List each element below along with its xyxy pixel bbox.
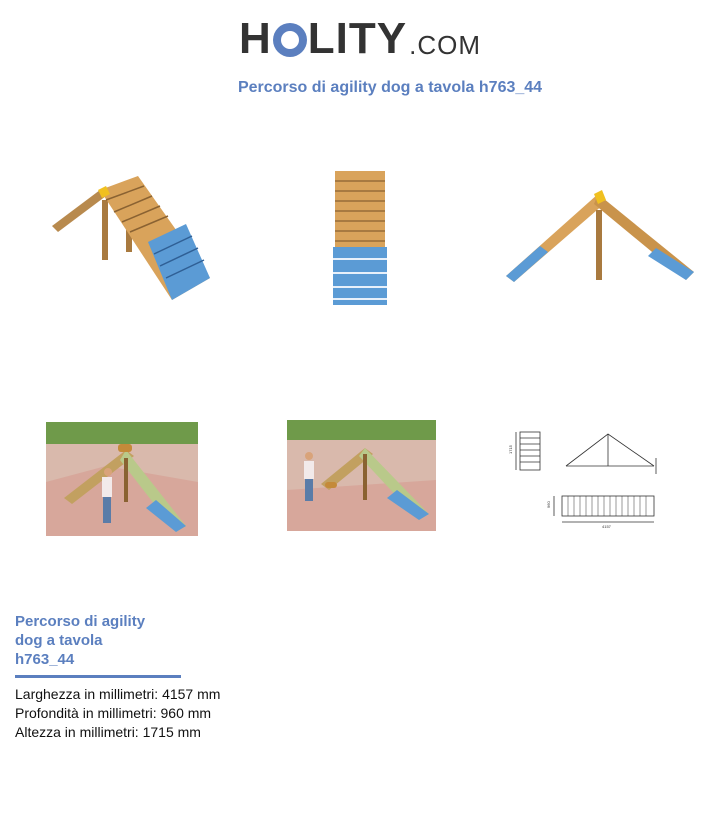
- dog: [325, 482, 337, 488]
- support-post: [102, 200, 108, 260]
- product-specs: [15, 685, 220, 742]
- logo-letters-lity: LITY: [307, 14, 408, 63]
- ramp-blue: [333, 247, 387, 305]
- product-image-front-view[interactable]: [500, 182, 700, 287]
- person-body: [102, 477, 112, 497]
- support-post: [596, 210, 602, 280]
- spec-label: Larghezza in millimetri:: [15, 686, 159, 702]
- drawing-width-label: 4157: [602, 524, 611, 529]
- spec-value: 4157 mm: [162, 686, 221, 702]
- back-ramp: [52, 190, 106, 232]
- person-body: [304, 461, 314, 479]
- person-legs: [103, 497, 111, 523]
- dog: [118, 444, 132, 452]
- technical-drawing[interactable]: [508, 428, 670, 530]
- spec-value: 1715 mm: [142, 724, 201, 740]
- page-subtitle: Percorso di agility dog a tavola h763_44: [237, 79, 543, 96]
- drawing-depth-label: 960: [546, 501, 551, 508]
- drawing-height-label: 1715: [508, 445, 513, 454]
- product-image-side-view[interactable]: [40, 160, 220, 310]
- product-title: [15, 612, 185, 669]
- spec-label: Profondità in millimetri:: [15, 705, 157, 721]
- spec-row-width: [15, 685, 220, 704]
- ramp-wood: [335, 171, 385, 247]
- person-head: [104, 468, 112, 476]
- logo-letter-h: H: [239, 14, 272, 63]
- product-title-line: h763_44: [15, 651, 75, 668]
- product-title-line: dog a tavola: [15, 632, 103, 649]
- spec-row-depth: [15, 704, 220, 723]
- title-divider: [15, 675, 181, 678]
- right-ramp-blue: [648, 248, 694, 280]
- drawing-front-view: [566, 434, 654, 466]
- photo-dog-on-ramp[interactable]: [46, 422, 198, 536]
- left-ramp-blue: [506, 246, 548, 282]
- person-head: [305, 452, 313, 460]
- product-image-top-view[interactable]: [320, 165, 400, 310]
- person-legs: [305, 479, 313, 501]
- spec-value: 960 mm: [160, 705, 212, 721]
- spec-row-height: [15, 723, 220, 742]
- product-title-line: Percorso di agility: [15, 613, 146, 630]
- logo-suffix: .COM: [409, 29, 481, 60]
- brand-logo[interactable]: [0, 14, 720, 64]
- logo-o-mark-icon: [273, 23, 307, 57]
- photo-person-with-dog[interactable]: [287, 420, 436, 531]
- spec-label: Altezza in millimetri:: [15, 724, 139, 740]
